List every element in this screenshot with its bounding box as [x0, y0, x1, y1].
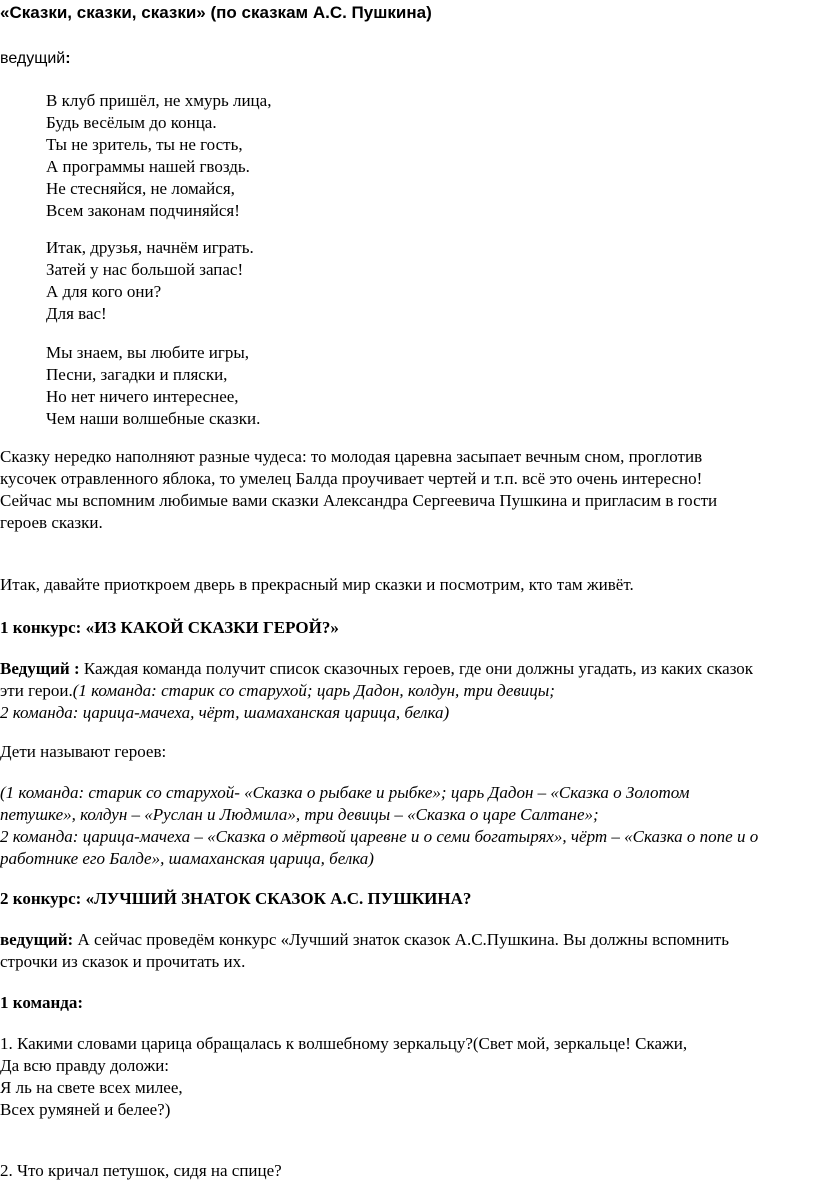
poem-line: В клуб пришёл, не хмурь лица, — [46, 91, 272, 110]
answer-line: 2 команда: царица-мачеха – «Сказка о мёртвой царевне и о семи богатырях», чёрт – «Сказка о попе и о — [0, 827, 759, 846]
poem-line: Песни, загадки и пляски, — [46, 365, 228, 384]
question-line: Да всю правду доложи: — [0, 1056, 170, 1075]
poem-line: А программы нашей гвоздь. — [46, 157, 250, 176]
host-intro-line — [0, 48, 71, 70]
question-line: Всех румяней и белее?) — [0, 1100, 171, 1119]
kids-line: Дети называют героев: — [0, 742, 167, 761]
document-title: «Сказки, сказки, сказки» (по сказкам А.С. Пушкина) — [0, 3, 432, 22]
paragraph-line: Сейчас мы вспомним любимые вами сказки Александра Сергеевича Пушкина и пригласим в гости — [0, 491, 718, 510]
poem-line: Мы знаем, вы любите игры, — [46, 343, 250, 362]
host-text: А сейчас проведём конкурс «Лучший знаток сказок А.С.Пушкина. Вы должны вспомнить — [73, 930, 729, 949]
contest-2-host-line-2: строчки из сказок и прочитать их. — [0, 952, 246, 971]
poem-line: Затей у нас большой запас! — [46, 260, 244, 279]
poem-line: Для вас! — [46, 304, 107, 323]
paragraph-line: героев сказки. — [0, 513, 103, 532]
contest-1-host-line-2 — [0, 680, 555, 702]
answer-line: работнике его Балде», шамаханская царица, белка) — [0, 849, 374, 868]
poem-line: А для кого они? — [46, 282, 162, 301]
question-line: Я ль на свете всех милее, — [0, 1078, 183, 1097]
host-label: ведущий: — [0, 930, 74, 949]
host-intro-colon: : — [65, 50, 71, 67]
teams-list: (1 команда: старик со старухой; царь Дадон, колдун, три девицы; — [72, 681, 555, 700]
contest-2-host-line-1 — [0, 929, 729, 951]
poem-line: Чем наши волшебные сказки. — [46, 409, 261, 428]
poem-line: Не стесняйся, не ломайся, — [46, 179, 235, 198]
contest-1-host-line-1 — [0, 658, 753, 680]
contest-1-host-line-3: 2 команда: царица-мачеха, чёрт, шамаханская царица, белка) — [0, 703, 450, 722]
paragraph-line: кусочек отравленного яблока, то умелец Балда проучивает чертей и т.п. всё это очень интересно! — [0, 469, 703, 488]
contest-2-heading: 2 конкурс: «ЛУЧШИЙ ЗНАТОК СКАЗОК А.С. ПУШКИНА? — [0, 889, 472, 908]
paragraph-line: Сказку нередко наполняют разные чудеса: то молодая царевна засыпает вечным сном, проглотив — [0, 447, 703, 466]
poem-line: Но нет ничего интереснее, — [46, 387, 239, 406]
poem-line: Всем законам подчиняйся! — [46, 201, 240, 220]
answer-line: петушке», колдун – «Руслан и Людмила», три девицы – «Сказка о царе Салтане»; — [0, 805, 599, 824]
host-intro-label: ведущий — [0, 50, 66, 67]
host-label: Ведущий : — [0, 659, 80, 678]
host-text: Каждая команда получит список сказочных героев, где они должны угадать, из каких сказок — [79, 659, 754, 678]
poem-line: Итак, друзья, начнём играть. — [46, 238, 254, 257]
team-1-label: 1 команда: — [0, 993, 84, 1012]
question-line: 1. Какими словами царица обращалась к волшебному зеркальцу?(Свет мой, зеркальце! Скажи, — [0, 1034, 688, 1053]
contest-1-heading: 1 конкурс: «ИЗ КАКОЙ СКАЗКИ ГЕРОЙ?» — [0, 618, 339, 637]
poem-line: Будь весёлым до конца. — [46, 113, 217, 132]
poem-line: Ты не зритель, ты не гость, — [46, 135, 243, 154]
invite-line: Итак, давайте приоткроем дверь в прекрасный мир сказки и посмотрим, кто там живёт. — [0, 575, 634, 594]
host-text: эти герои. — [0, 681, 73, 700]
question-2: 2. Что кричал петушок, сидя на спице? — [0, 1161, 282, 1180]
answer-line: (1 команда: старик со старухой- «Сказка о рыбаке и рыбке»; царь Дадон – «Сказка о Золотом — [0, 783, 690, 802]
